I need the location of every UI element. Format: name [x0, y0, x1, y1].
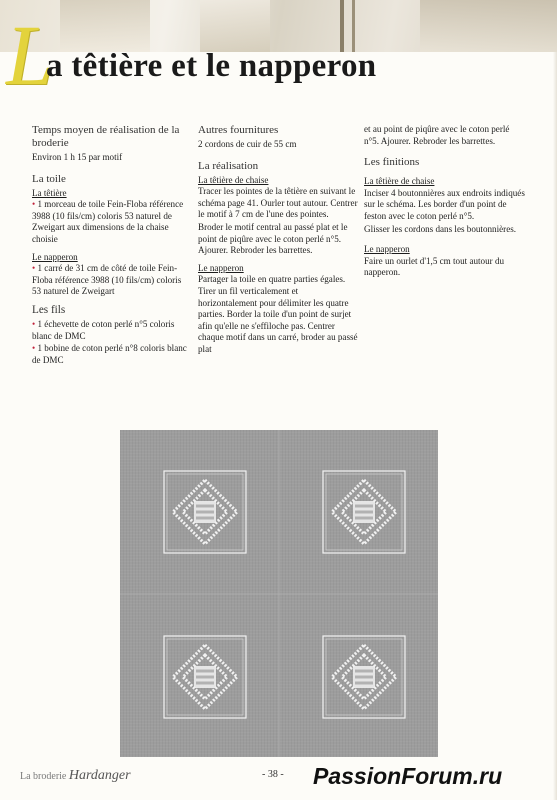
page-number: - 38 -: [262, 769, 284, 780]
series-name: La broderie Hardanger: [20, 768, 131, 783]
other-supplies-heading: Autres fournitures: [198, 124, 279, 136]
series-script: Hardanger: [68, 768, 131, 783]
continued-text: et au point de piqûre avec le coton perlé n°5. Ajourer. Rebroder les barrettes.: [364, 124, 510, 146]
fabric-napperon-subheading: Le napperon: [32, 251, 78, 262]
finishing-napperon-text: Faire un ourlet d'1,5 cm tout autour du napperon.: [364, 255, 505, 278]
time-value: Environ 1 h 15 par motif: [32, 152, 123, 162]
other-supplies-text: 2 cordons de cuir de 55 cm: [198, 139, 297, 149]
column-instructions: [198, 124, 358, 357]
realisation-heading: La réalisation: [198, 159, 259, 172]
hardanger-motif: [164, 636, 246, 718]
time-heading: Temps moyen de réalisation de la broderie: [32, 124, 180, 149]
title-block: [6, 7, 551, 103]
title-initial: L: [6, 7, 54, 103]
finishing-heading: Les finitions: [364, 156, 420, 169]
napkin-photo: [120, 430, 438, 757]
hardanger-motif: [164, 471, 246, 553]
column-supplies: [32, 124, 192, 367]
fabric-tetiere-text: • 1 morceau de toile Fein-Floba référence 3988 (10 fils/cm) coloris 53 naturel de Zweigart aux dimensions de la chaise choisie: [32, 199, 184, 244]
realisation-napperon-subheading: Le napperon: [198, 262, 244, 273]
page-edge: [553, 52, 557, 800]
page-title: a têtière et le napperon: [46, 48, 377, 84]
realisation-tetiere-subheading: La têtière de chaise: [198, 174, 269, 185]
bullet-icon: •: [32, 318, 38, 329]
realisation-tetiere-text-1: Tracer les pointes de la têtière en suivant le schéma page 41. Ourler tout autour. Centrer le motif à 7 cm de l'une des pointes.: [198, 186, 358, 220]
finishing-tetiere-text-1: Inciser 4 boutonnières aux endroits indiqués sur le schéma. Les border d'un point de feston avec le coton perlé n°5.: [364, 187, 525, 221]
threads-heading: Les fils: [32, 303, 66, 316]
fabric-heading: La toile: [32, 172, 66, 185]
napkin-illustration: [120, 430, 438, 757]
hardanger-motif: [323, 636, 405, 718]
thread-item-2: • 1 bobine de coton perlé n°8 coloris blanc de DMC: [32, 343, 187, 365]
finishing-napperon-subheading: Le napperon: [364, 244, 410, 255]
bullet-icon: •: [32, 199, 38, 210]
fabric-tetiere-subheading: La têtière: [32, 187, 67, 198]
thread-item-1: • 1 échevette de coton perlé n°5 coloris blanc de DMC: [32, 318, 175, 341]
bullet-icon: •: [32, 343, 38, 354]
finishing-tetiere-text-2: Glisser les cordons dans les boutonnières.: [364, 223, 517, 234]
bullet-icon: •: [32, 263, 38, 274]
watermark: PassionForum.ru: [313, 763, 503, 789]
realisation-napperon-text: Partager la toile en quatre parties égales. Tirer un fil verticalement et horizontalement pour délimiter les quatre parties. Border la toile d'un point de surjet afin qu'elle ne s'effiloche pas. Centrer chaque motif dans un carré, broder au passé plat: [198, 274, 358, 354]
column-finishing: [364, 124, 526, 280]
fabric-napperon-text: • 1 carré de 31 cm de côté de toile Fein-Floba référence 3988 (10 fils/cm) coloris 53 naturel de Zweigart: [32, 263, 182, 297]
hardanger-motif: [323, 471, 405, 553]
finishing-tetiere-subheading: La têtière de chaise: [364, 176, 435, 187]
realisation-tetiere-text-2: Broder le motif central au passé plat et le point de piqûre avec le coton perlé n°5. Ajourer. Rebroder les barrettes.: [198, 221, 348, 256]
